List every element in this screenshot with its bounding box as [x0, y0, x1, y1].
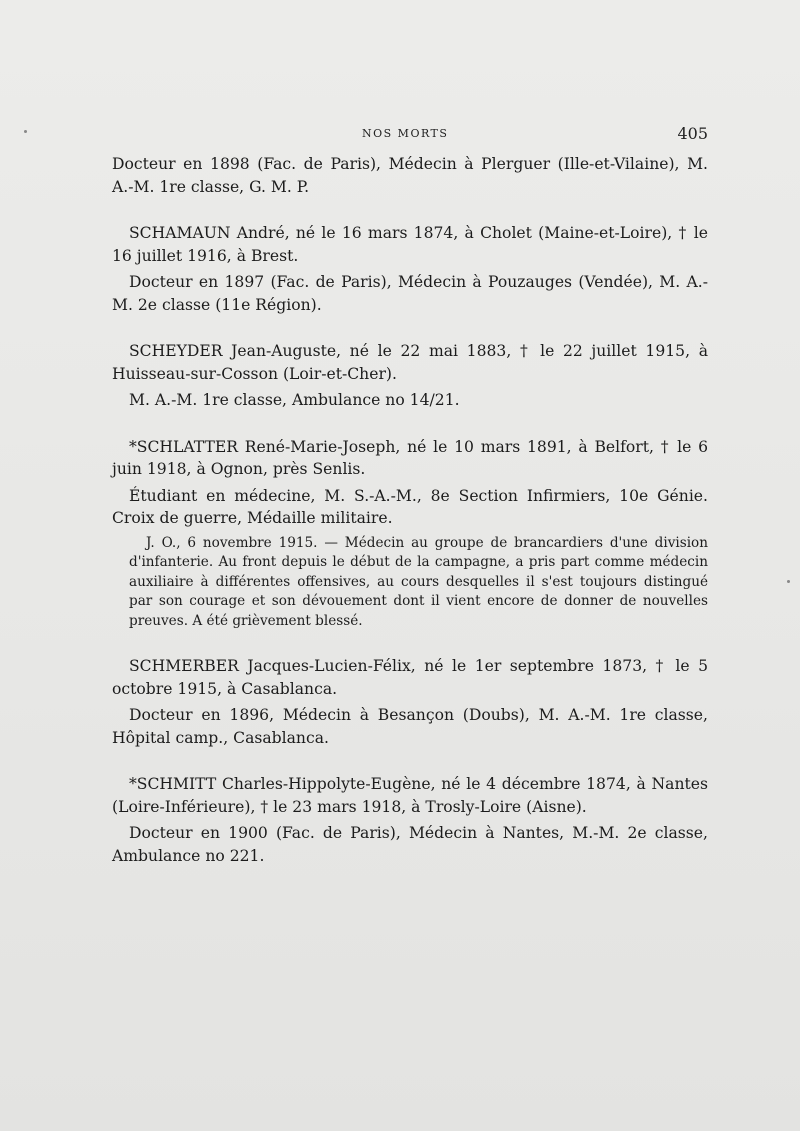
entry-text: Docteur en 1898 (Fac. de Paris), Médecin à Plerguer (Ille-et-Vilaine), M. A.-M. 1re classe, G. M. P. [112, 155, 708, 196]
entry [112, 773, 708, 867]
entry-text: Docteur en 1897 (Fac. de Paris), Médecin à Pouzauges (Vendée), M. A.-M. 2e classe (11e Région). [112, 273, 708, 314]
page-body [112, 153, 708, 891]
running-title: NOS MORTS [362, 127, 449, 140]
page-number: 405 [677, 124, 708, 143]
paper-speck [24, 130, 27, 133]
entry-heading: *SCHMITT Charles-Hippolyte-Eugène, né le 4 décembre 1874, à Nantes (Loire-Inférieure), † le 23 mars 1918, à Trosly-Loire (Aisne). [112, 775, 708, 816]
entry [112, 153, 708, 198]
entry-heading: SCHEYDER Jean-Auguste, né le 22 mai 1883, † le 22 juillet 1915, à Huisseau-sur-Cosson (Loir-et-Cher). [112, 342, 708, 383]
entry-heading: SCHAMAUN André, né le 16 mars 1874, à Cholet (Maine-et-Loire), † le 16 juillet 1916, à Brest. [112, 224, 708, 265]
entry-heading: SCHMERBER Jacques-Lucien-Félix, né le 1er septembre 1873, † le 5 octobre 1915, à Casablanca. [112, 657, 708, 698]
entry [112, 222, 708, 316]
entry [112, 340, 708, 412]
entry-text: Docteur en 1896, Médecin à Besançon (Doubs), M. A.-M. 1re classe, Hôpital camp., Casablanca. [112, 706, 708, 747]
entry [112, 655, 708, 749]
entry-text: Docteur en 1900 (Fac. de Paris), Médecin à Nantes, M.-M. 2e classe, Ambulance no 221. [112, 824, 708, 865]
citation-note: J. O., 6 novembre 1915. — Médecin au groupe de brancardiers d'une division d'infanterie. Au front depuis le début de la campagne, a pris part comme médecin auxiliaire à différentes offensives, au cours desquelles il s'est toujours distingué par son courage et son dévouement dont il vient encore de donner de nouvelles preuves. A été grièvement blessé. [129, 534, 708, 629]
entry-text: M. A.-M. 1re classe, Ambulance no 14/21. [129, 391, 460, 409]
entry-heading: *SCHLATTER René-Marie-Joseph, né le 10 mars 1891, à Belfort, † le 6 juin 1918, à Ognon, près Senlis. [112, 437, 708, 478]
entry [112, 436, 708, 632]
page-header [112, 124, 708, 146]
paper-speck [787, 580, 790, 583]
entry-text: Étudiant en médecine, M. S.-A.-M., 8e Section Infirmiers, 10e Génie. Croix de guerre, Médaille militaire. [112, 486, 708, 527]
